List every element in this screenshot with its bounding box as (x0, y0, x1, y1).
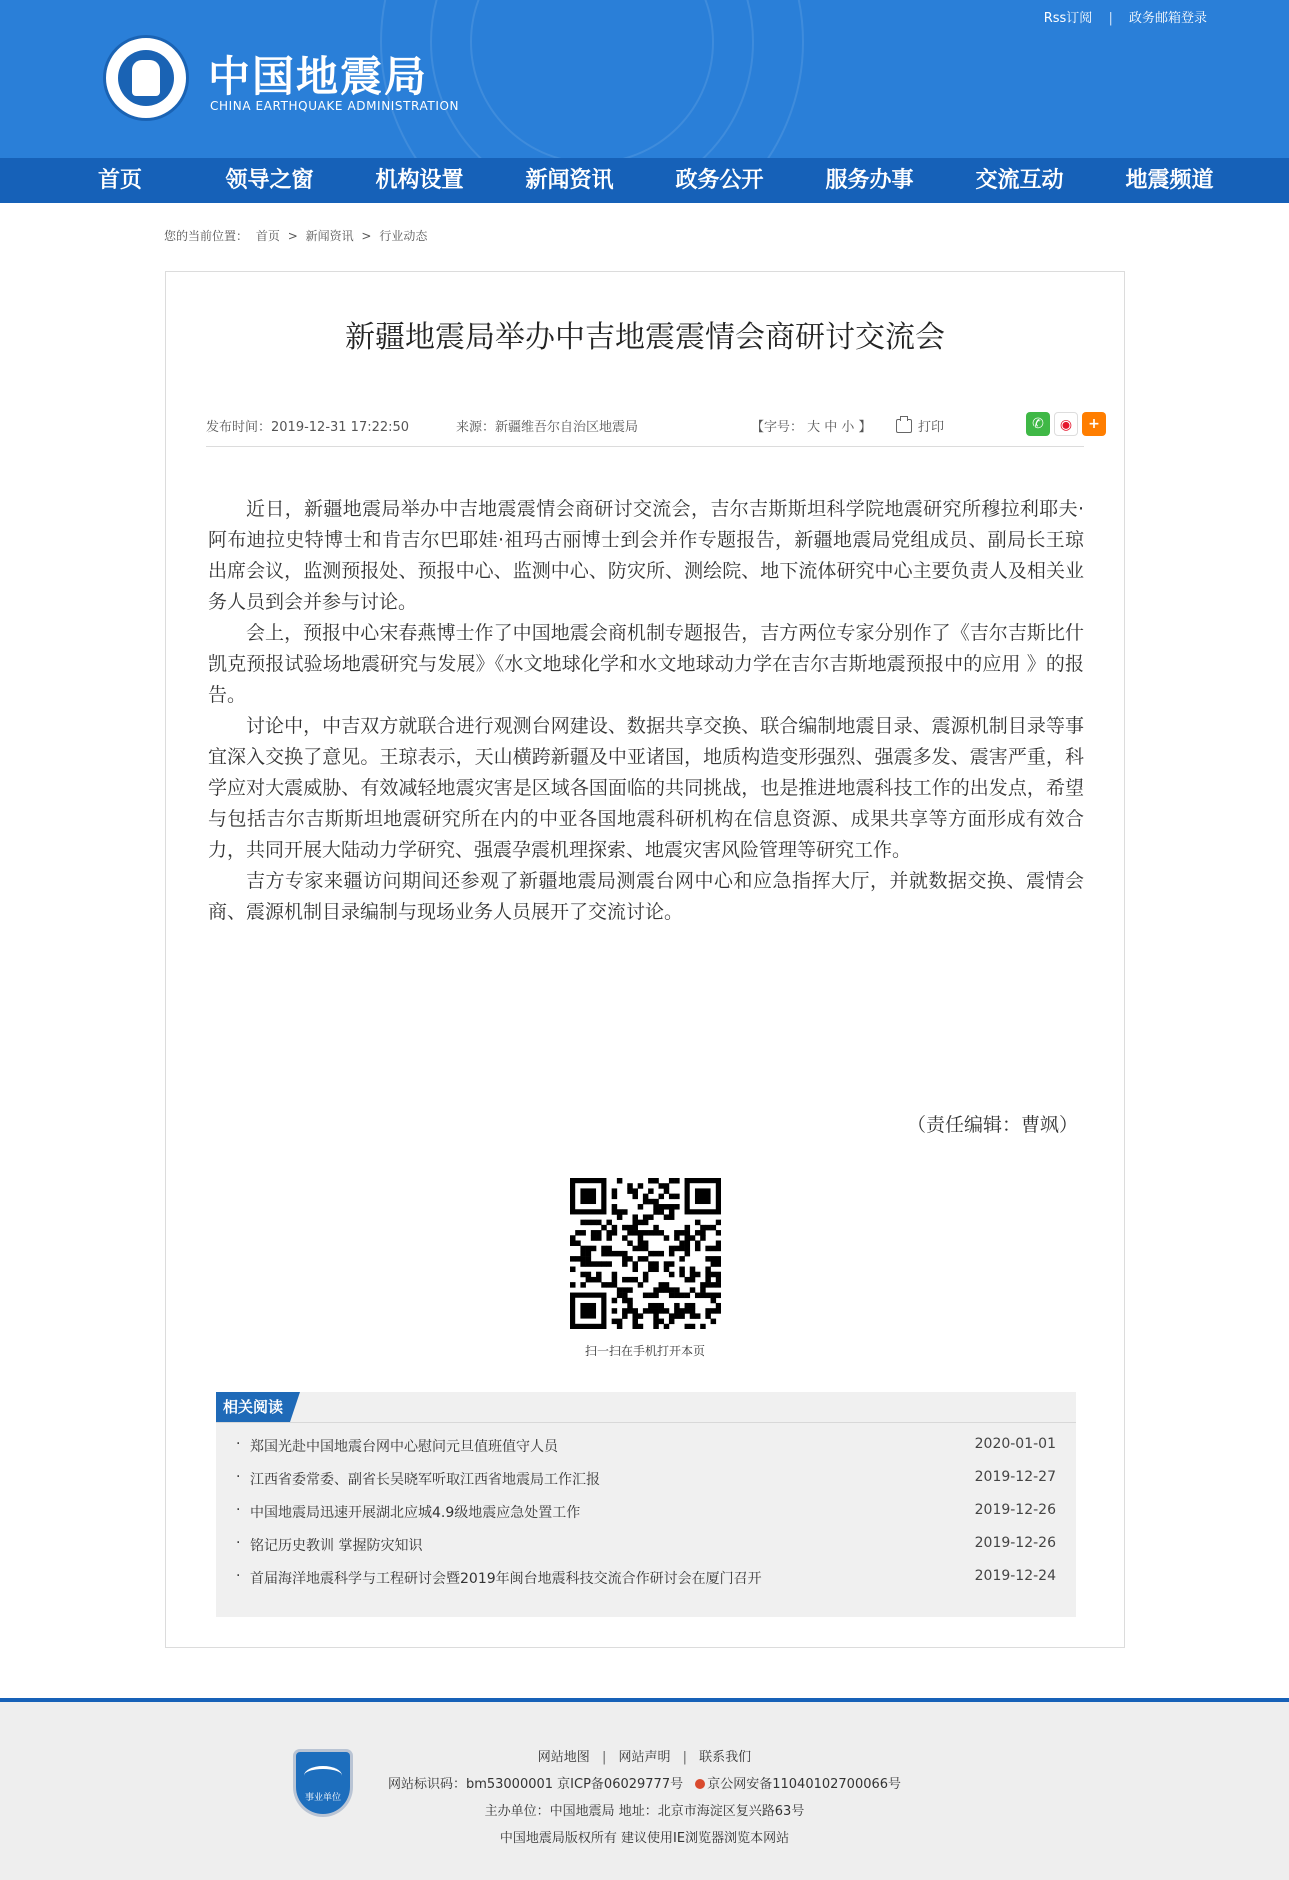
related-title[interactable]: 铭记历史教训 掌握防灾知识 (250, 1538, 423, 1554)
paragraph: 吉方专家来疆访问期间还参观了新疆地震局测震台网中心和应急指挥大厅，并就数据交换、震情会商、震源机制目录编制与现场业务人员展开了交流讨论。 (208, 870, 1084, 923)
breadcrumb (164, 227, 431, 244)
breadcrumb-news[interactable]: 新闻资讯 (305, 229, 354, 243)
breadcrumb-sep: > (287, 229, 298, 243)
bullet: · (236, 1502, 241, 1518)
footer-registration (0, 1773, 1289, 1792)
responsible-editor: （责任编辑：曹飒） (906, 1114, 1078, 1136)
footer-links (0, 1746, 1289, 1765)
site-subtitle: CHINA EARTHQUAKE ADMINISTRATION (210, 99, 460, 113)
footer-copyright: 中国地震局版权所有 建议使用IE浏览器浏览本网站 (499, 1831, 790, 1846)
related-title[interactable]: 江西省委常委、副省长吴晓军听取江西省地震局工作汇报 (250, 1472, 600, 1488)
related-date: 2020-01-01 (974, 1436, 1056, 1452)
police-record[interactable]: 京公网安备11040102700066号 (707, 1777, 902, 1792)
related-title[interactable]: 中国地震局迅速开展湖北应城4.9级地震应急处置工作 (250, 1505, 581, 1521)
related-date: 2019-12-24 (974, 1568, 1056, 1584)
print-button[interactable] (896, 416, 944, 435)
bullet: · (236, 1568, 241, 1584)
nav-earthquake-channel[interactable]: 地震频道 (1125, 168, 1214, 193)
bullet: · (236, 1469, 241, 1485)
related-date: 2019-12-26 (974, 1502, 1056, 1518)
font-size-control[interactable]: 【字号： 大 中 小 】 (751, 420, 872, 435)
sitemap-link[interactable]: 网站地图 (537, 1750, 590, 1765)
police-badge-icon (695, 1779, 705, 1789)
list-item[interactable] (236, 1502, 1056, 1534)
bullet: · (236, 1436, 241, 1452)
related-date: 2019-12-26 (974, 1535, 1056, 1551)
site-footer (0, 1698, 1289, 1880)
decorative-ring (380, 0, 804, 158)
footer-sponsor: 主办单位：中国地震局 地址：北京市海淀区复兴路63号 (484, 1804, 805, 1819)
breadcrumb-prefix: 您的当前位置： (164, 229, 249, 243)
paragraph: 讨论中，中吉双方就联合进行观测台网建设、数据共享交换、联合编制地震目录、震源机制目录等事宜深入交换了意见。王琼表示，天山横跨新疆及中亚诸国，地质构造变形强烈、强震多发、震害严重，科学应对大震威胁、有效减轻地震灾害是区域各国面临的共同挑战，也是推进地震科技工作的出发点，希望与包括吉尔吉斯斯坦地震研究所在内的中亚各国地震科研机构在信息资源、成果共享等方面形成有效合力，共同开展大陆动力学研究、强震孕震机理探索、地震灾害风险管理等研究工作。 (208, 715, 1084, 861)
qr-label: 扫一扫在手机打开本页 (584, 1344, 705, 1358)
divider: | (601, 1750, 607, 1765)
paragraph: 近日，新疆地震局举办中吉地震震情会商研讨交流会，吉尔吉斯斯坦科学院地震研究所穆拉利耶夫·阿布迪拉史特博士和肯吉尔巴耶娃·祖玛古丽博士到会并作专题报告，新疆地震局党组成员、副局长王琼出席会议，监测预报处、预报中心、监测中心、防灾所、测绘院、地下流体研究中心主要负责人及相关业务人员到会并参与讨论。 (208, 498, 1084, 613)
cea-emblem[interactable] (103, 35, 189, 121)
article-container (165, 271, 1125, 1648)
statement-link[interactable]: 网站声明 (618, 1750, 671, 1765)
site-title[interactable]: 中国地震局 (208, 52, 429, 101)
breadcrumb-sep: > (361, 229, 372, 243)
weibo-icon[interactable]: ◉ (1054, 412, 1078, 436)
rss-link[interactable]: Rss订阅 (1043, 11, 1093, 26)
nav-news[interactable]: 新闻资讯 (525, 168, 614, 193)
article-title: 新疆地震局举办中吉地震震情会商研讨交流会 (345, 320, 945, 355)
bullet: · (236, 1535, 241, 1551)
print-icon (896, 419, 912, 433)
publish-time: 发布时间：2019-12-31 17:22:50 (206, 420, 410, 435)
related-reading (216, 1392, 1076, 1617)
related-title[interactable]: 首届海洋地震科学与工程研讨会暨2019年闽台地震科技交流合作研讨会在厦门召开 (250, 1571, 762, 1587)
nav-organization[interactable]: 机构设置 (375, 168, 464, 193)
emblem-core (118, 50, 174, 106)
main-nav (0, 158, 1289, 203)
nav-home[interactable]: 首页 (97, 168, 142, 193)
nav-gov-affairs[interactable]: 政务公开 (675, 168, 764, 193)
badge-label: 事业单位 (304, 1793, 341, 1803)
nav-services[interactable]: 服务办事 (825, 168, 914, 193)
top-links (1044, 7, 1207, 26)
nav-leadership[interactable]: 领导之窗 (225, 168, 314, 193)
article-meta (206, 416, 1100, 447)
paragraph: 会上，预报中心宋春燕博士作了中国地震会商机制专题报告，吉方两位专家分别作了《吉尔吉斯比什凯克预报试验场地震研究与发展》《水文地球化学和水文地球动力学在吉尔吉斯地震预报中的应用 》的报告。 (208, 622, 1084, 706)
print-label: 打印 (918, 420, 945, 435)
related-title[interactable]: 郑国光赴中国地震台网中心慰问元旦值班值守人员 (250, 1439, 558, 1455)
article-source: 来源：新疆维吾尔自治区地震局 (456, 420, 639, 435)
wechat-icon[interactable]: ✆ (1026, 412, 1050, 436)
plus-icon[interactable]: + (1082, 412, 1106, 436)
related-date: 2019-12-27 (974, 1469, 1056, 1485)
gov-mail-login-link[interactable]: 政务邮箱登录 (1128, 11, 1207, 26)
divider: | (1108, 11, 1113, 26)
contact-link[interactable]: 联系我们 (699, 1750, 752, 1765)
site-header (0, 0, 1289, 158)
list-item[interactable] (236, 1469, 1056, 1501)
list-item[interactable] (236, 1436, 1056, 1468)
list-item[interactable] (236, 1568, 1056, 1600)
breadcrumb-home[interactable]: 首页 (255, 229, 280, 243)
list-item[interactable] (236, 1535, 1056, 1567)
divider (216, 1422, 1076, 1423)
qr-code (570, 1178, 721, 1329)
icp-text[interactable]: 网站标识码：bm53000001 京ICP备06029777号 (387, 1777, 684, 1792)
article-body (208, 494, 1084, 928)
related-tab[interactable]: 相关阅读 (216, 1392, 290, 1422)
nav-interaction[interactable]: 交流互动 (975, 168, 1064, 193)
breadcrumb-industry[interactable]: 行业动态 (379, 229, 428, 243)
divider: | (682, 1750, 688, 1765)
